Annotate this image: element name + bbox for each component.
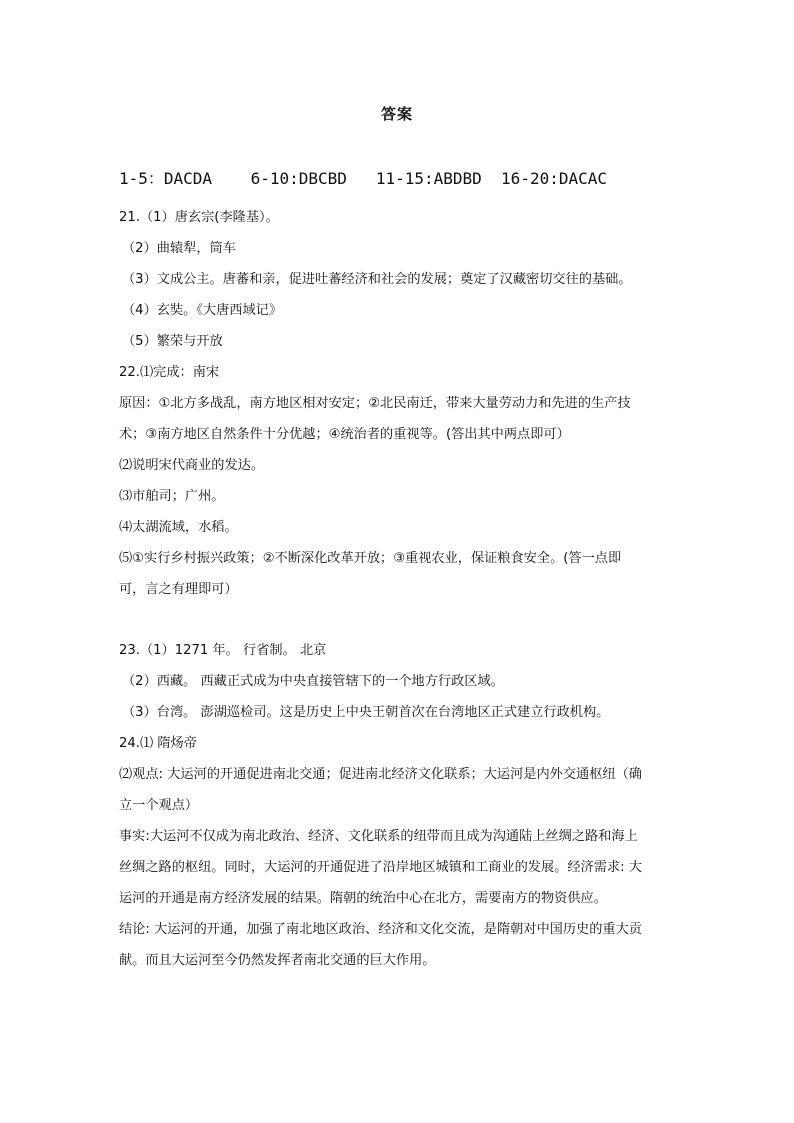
- q23-part3: （3）台湾。 澎湖巡检司。这是历史上中央王朝首次在台湾地区正式建立行政机构。: [122, 705, 610, 720]
- q21-part1: 21.（1）唐玄宗(李隆基）。: [119, 210, 279, 225]
- q21-part3: （3）文成公主。唐蕃和亲，促进吐蕃经济和社会的发展；奠定了汉藏密切交往的基础。: [122, 272, 632, 287]
- q23-part1: 23.（1）1271 年。 行省制。 北京: [119, 643, 327, 658]
- q22-reason-line1: 原因：①北方多战乱，南方地区相对安定；②北民南迁，带来大量劳动力和先进的生产技: [119, 396, 631, 411]
- page-title: 答案: [380, 105, 413, 123]
- q24-facts-line1: 事实:大运河不仅成为南北政治、经济、文化联系的纽带而且成为沟通陆上丝绸之路和海上: [119, 829, 638, 844]
- q23-part2: （2）西藏。 西藏正式成为中央直接管辖下的一个地方行政区域。: [122, 674, 504, 689]
- q24-facts-line2: 丝绸之路的枢纽。同时，大运河的开通促进了沿岸地区城镇和工商业的发展。经济需求: 大: [119, 860, 642, 875]
- q21-part4: （4）玄奘。《大唐西域记》: [122, 303, 283, 318]
- q22-part4: ⑷太湖流域，水稻。: [119, 520, 238, 535]
- q22-part2: ⑵说明宋代商业的发达。: [119, 458, 265, 473]
- q22-reason-line2: 术；③南方地区自然条件十分优越；④统治者的重视等。(答出其中两点即可）: [119, 427, 570, 442]
- answer-body: [119, 202, 679, 976]
- q22-part5-line2: 可，言之有理即可）: [119, 582, 238, 597]
- q24-part1: 24.⑴ 隋炀帝: [119, 736, 197, 751]
- q21-part2: （2）曲辕犁，筒车: [122, 241, 236, 256]
- q24-viewpoint-line1: ⑵观点: 大运河的开通促进南北交通；促进南北经济文化联系；大运河是内外交通枢纽（确: [119, 767, 642, 782]
- q22-part1: 22.⑴完成：南宋: [119, 365, 220, 380]
- q22-part5-line1: ⑸①实行乡村振兴政策；②不断深化改革开放；③重视农业，保证粮食安全。(答一点即: [119, 551, 622, 566]
- q24-conclusion-line2: 献。而且大运河至今仍然发挥者南北交通的巨大作用。: [119, 953, 436, 968]
- q24-facts-line3: 运河的开通是南方经济发展的结果。隋朝的统治中心在北方，需要南方的物资供应。: [119, 891, 607, 906]
- multiple-choice-answers: 1-5：DACDA 6-10:DBCBD 11-15:ABDBD 16-20:DACAC: [119, 169, 608, 188]
- section-gap: [119, 605, 679, 635]
- q24-conclusion-line1: 结论: 大运河的开通，加强了南北地区政治、经济和文化交流，是隋朝对中国历史的重大贡: [119, 922, 642, 937]
- q21-part5: （5）繁荣与开放: [122, 334, 223, 349]
- q22-part3: ⑶市舶司；广州。: [119, 489, 225, 504]
- q24-viewpoint-line2: 立一个观点）: [119, 798, 199, 813]
